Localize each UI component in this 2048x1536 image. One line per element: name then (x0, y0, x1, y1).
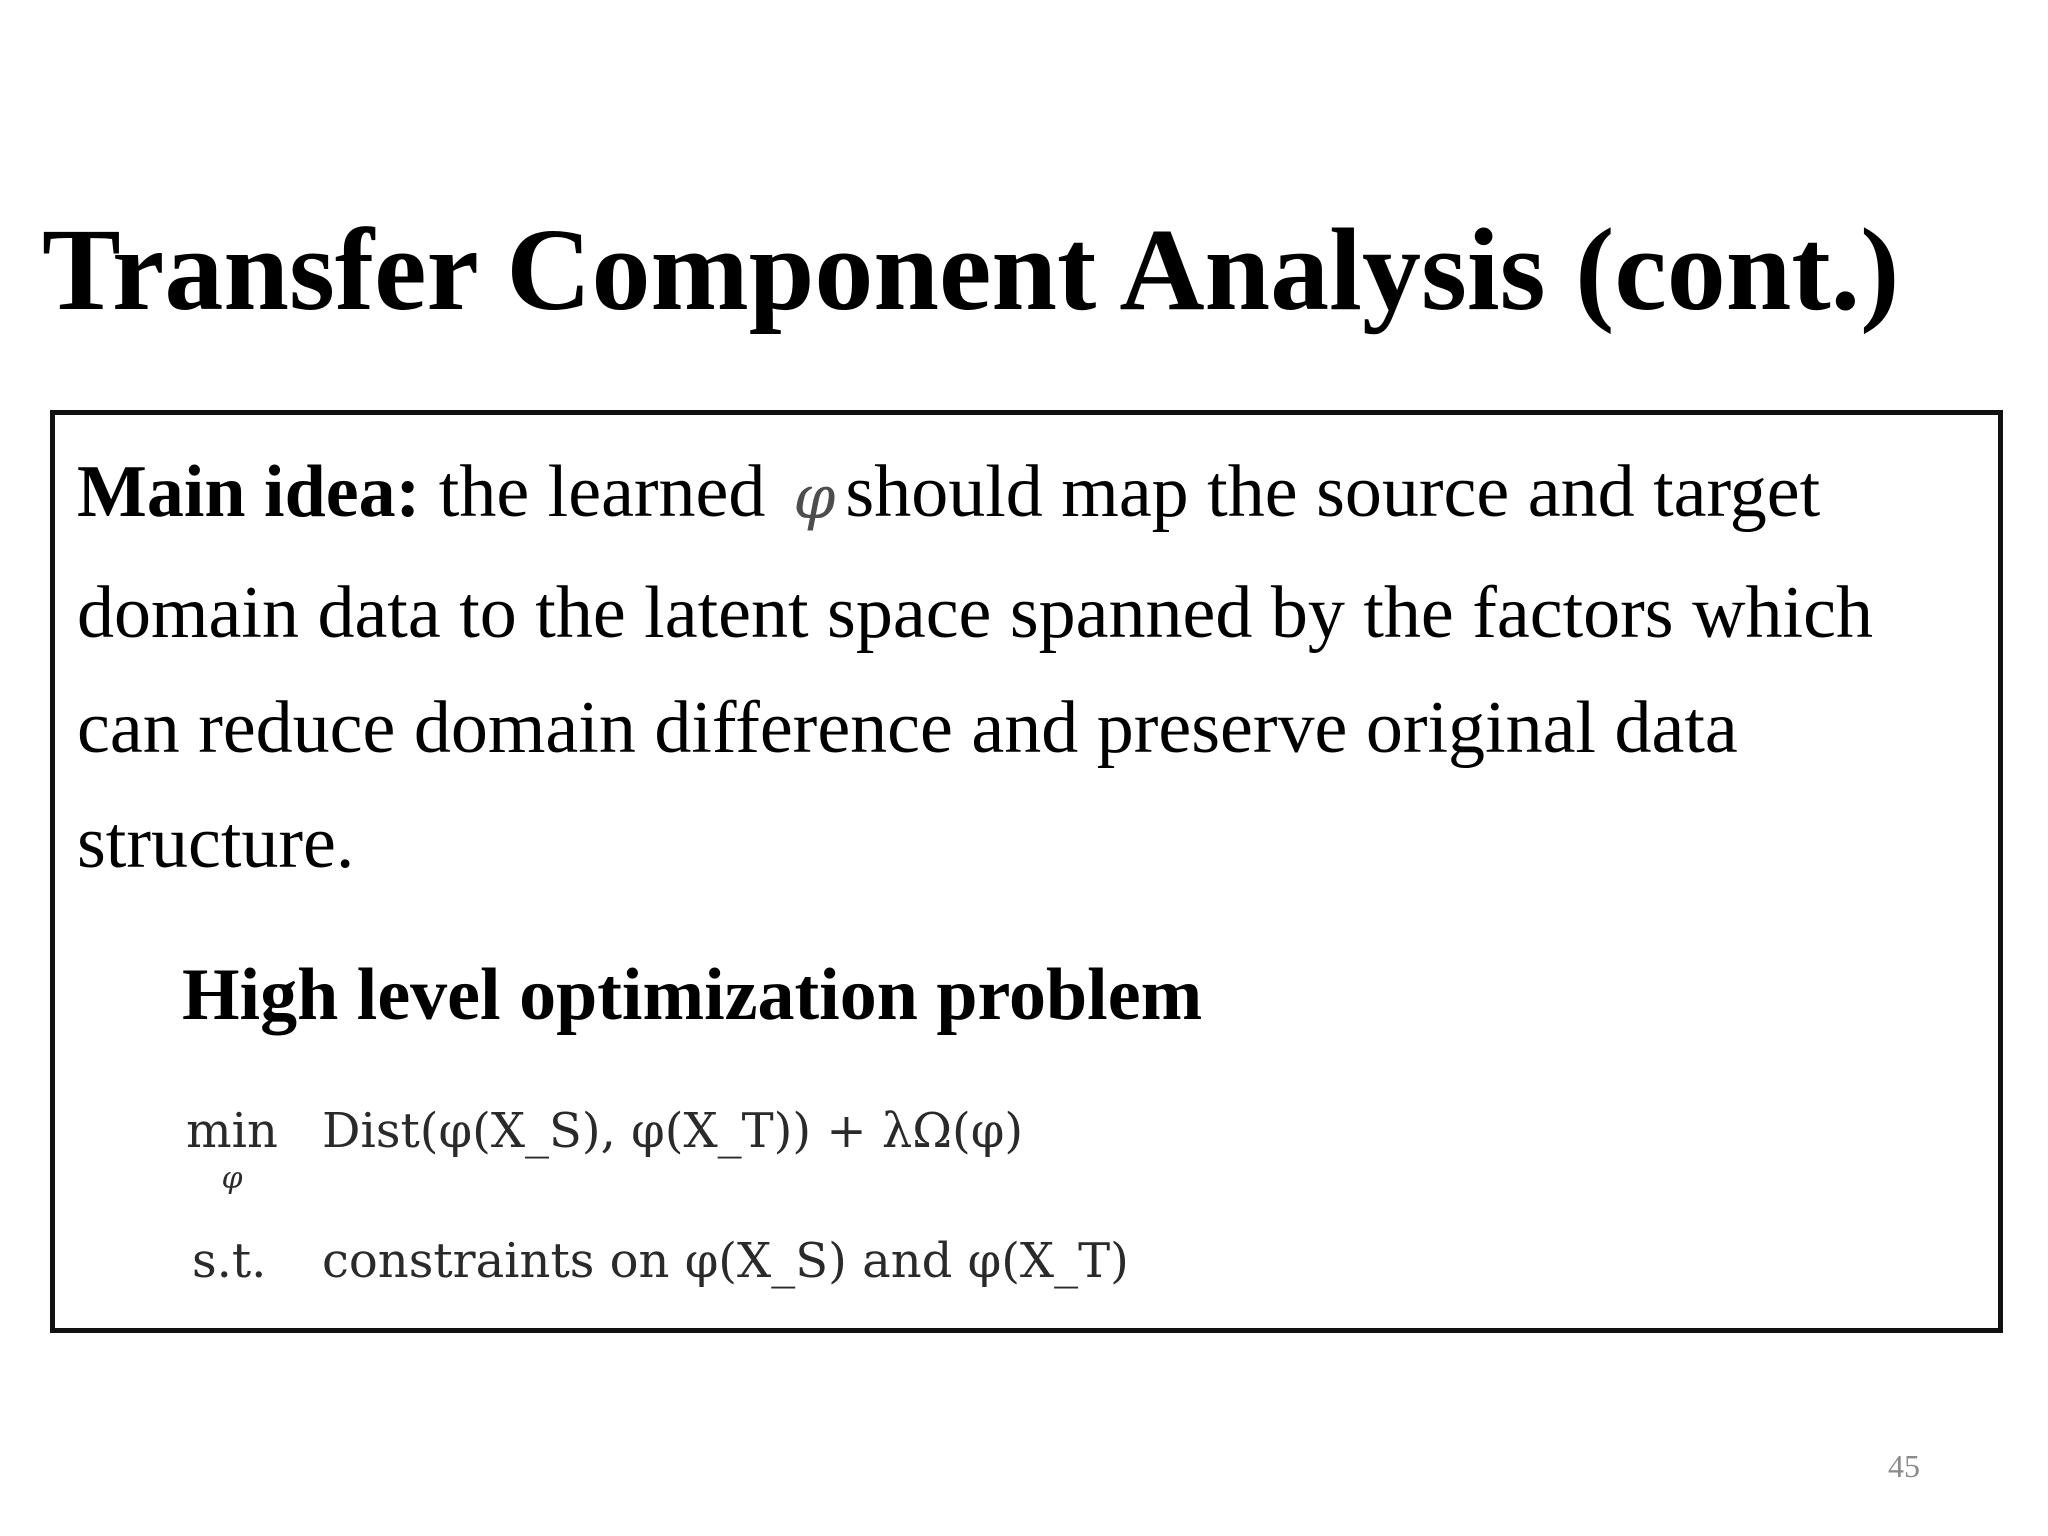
main-idea-paragraph (77, 435, 1967, 901)
constraint-expression: constraints on φ(X_S) and φ(X_T) (322, 1233, 1129, 1289)
page-number: 45 (1888, 1448, 1920, 1484)
min-operator-subscript: φ (221, 1160, 243, 1196)
slide-title: Transfer Component Analysis (cont.) (42, 204, 1900, 335)
optimization-subheading: High level optimization problem (182, 954, 1203, 1036)
main-idea-label: Main idea: (77, 451, 421, 533)
phi-symbol-icon: φ (793, 463, 836, 533)
min-operator-word: min (186, 1103, 278, 1159)
objective-expression: Dist(φ(X_S), φ(X_T)) + λΩ(φ) (322, 1103, 1024, 1159)
min-operator (182, 1105, 282, 1194)
subject-to-label: s.t. (192, 1233, 267, 1289)
content-box (50, 410, 2003, 1333)
main-idea-text-start: the learned (438, 451, 766, 533)
main-idea-text-end: should map the source and target domain data to the latent space spanned by the factors which can reduce domain difference and preserve original data structure. (77, 451, 1873, 884)
